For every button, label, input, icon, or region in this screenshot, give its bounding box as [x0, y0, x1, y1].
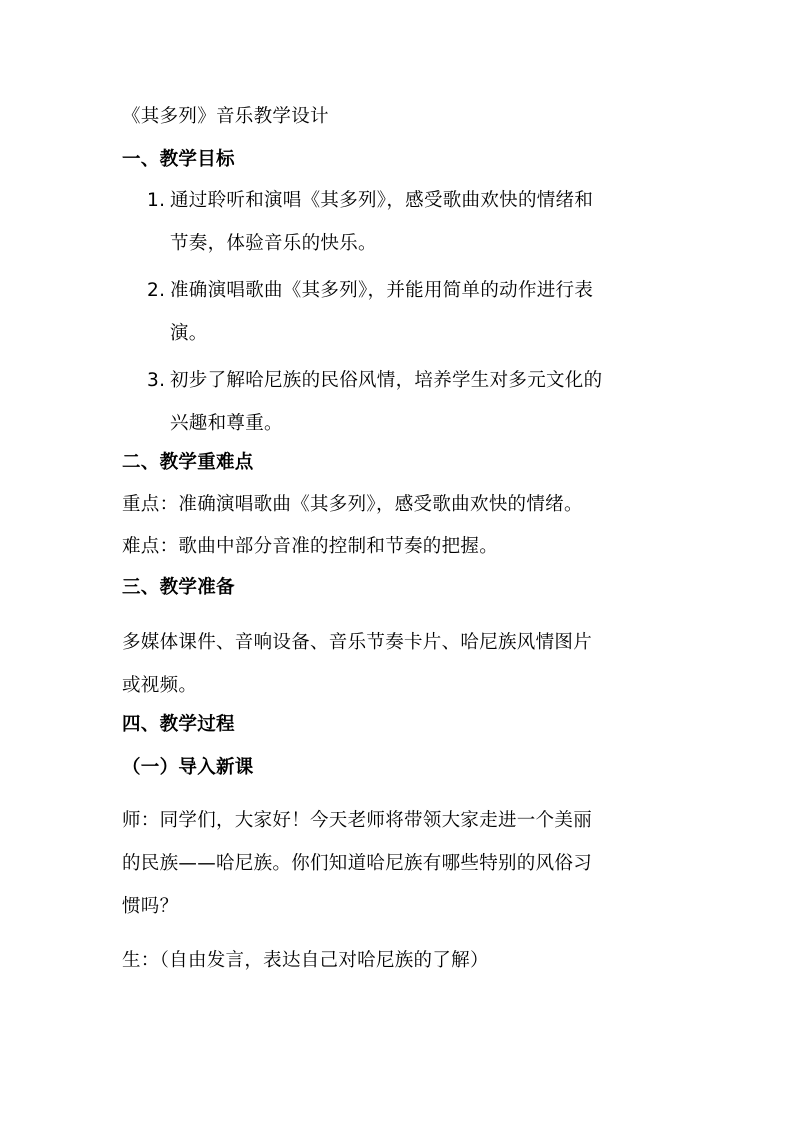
objective-3-number: 3. — [147, 370, 166, 391]
difficult-point: 难点：歌曲中部分音准的控制和节奏的把握。 — [122, 536, 499, 557]
objective-1-line-1: 通过聆听和演唱《其多列》，感受歌曲欢快的情绪和 — [170, 190, 594, 211]
objective-1-line-2: 节奏，体验音乐的快乐。 — [170, 233, 377, 254]
objective-1-number: 1. — [147, 190, 166, 211]
section-heading-process: 四、教学过程 — [122, 714, 235, 735]
student-line: 生：（自由发言，表达自己对哈尼族的了解） — [122, 950, 489, 971]
section-heading-preparation: 三、教学准备 — [122, 577, 235, 598]
objective-2-number: 2. — [147, 280, 166, 301]
teacher-line-1: 师：同学们，大家好！今天老师将带领大家走进一个美丽 — [122, 810, 593, 831]
section-heading-key-difficult: 二、教学重难点 — [122, 452, 254, 473]
objective-2-line-1: 准确演唱歌曲《其多列》，并能用简单的动作进行表 — [170, 280, 594, 301]
preparation-line-2: 或视频。 — [122, 675, 198, 696]
objective-3-line-1: 初步了解哈尼族的民俗风情，培养学生对多元文化的 — [170, 370, 603, 391]
teacher-line-3: 惯吗？ — [122, 896, 179, 917]
document-title: 《其多列》音乐教学设计 — [122, 106, 329, 127]
key-point: 重点：准确演唱歌曲《其多列》，感受歌曲欢快的情绪。 — [122, 494, 583, 515]
objective-2-line-2: 演。 — [170, 323, 208, 344]
section-heading-objectives: 一、教学目标 — [122, 149, 235, 170]
subheading-introduction: （一）导入新课 — [122, 757, 254, 778]
preparation-line-1: 多媒体课件、音响设备、音乐节奏卡片、哈尼族风情图片 — [122, 632, 593, 653]
objective-3-line-2: 兴趣和尊重。 — [170, 413, 283, 434]
teacher-line-2: 的民族——哈尼族。你们知道哈尼族有哪些特别的风俗习 — [122, 853, 593, 874]
